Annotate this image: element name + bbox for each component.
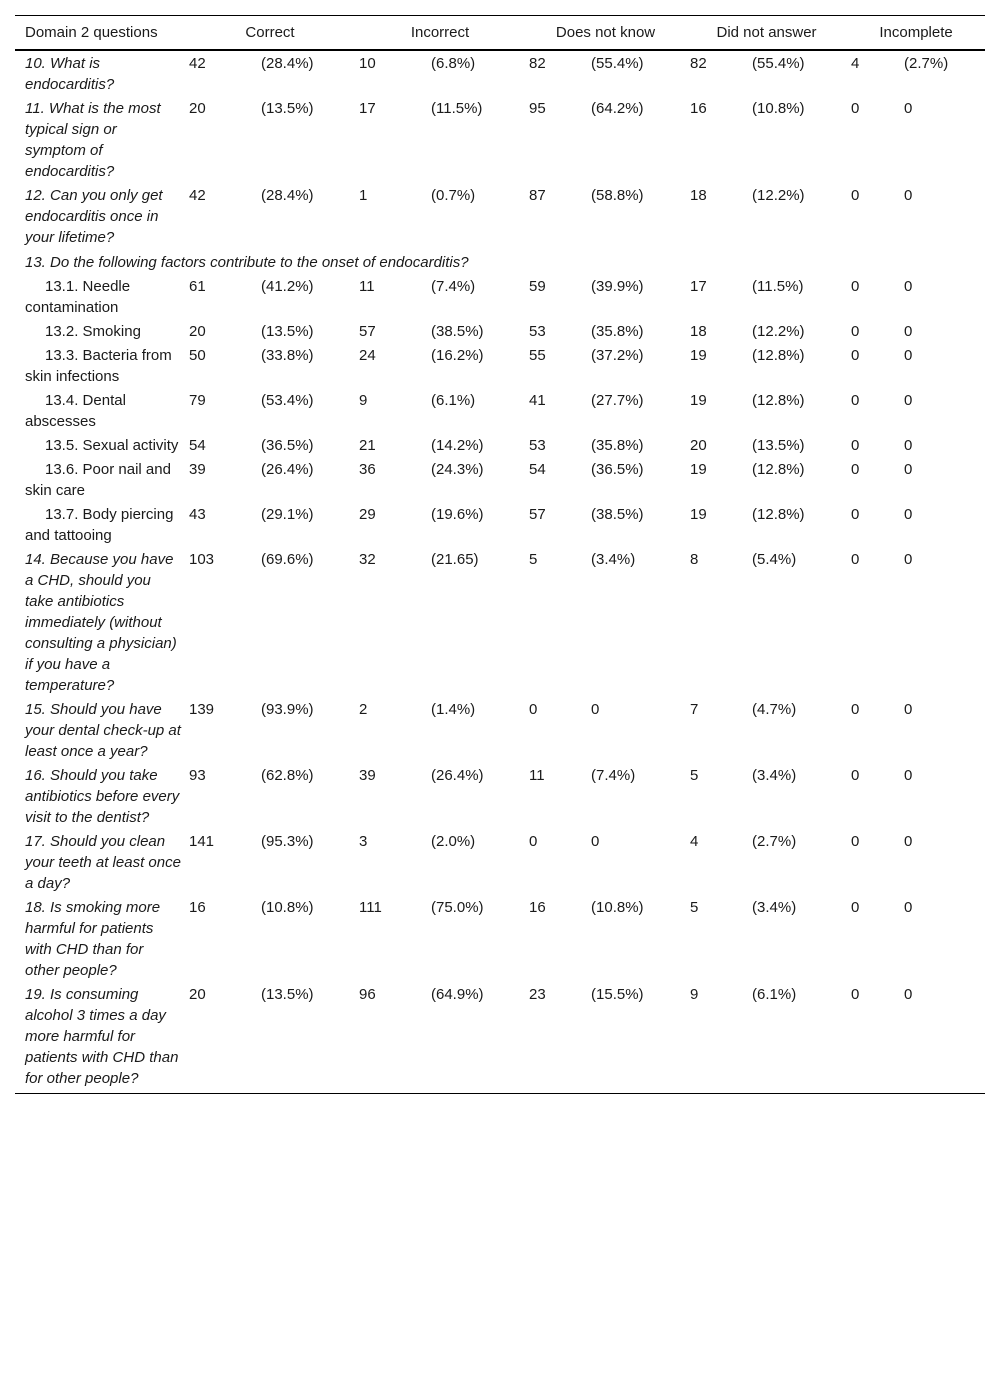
dnk-pct: (15.5%) <box>591 986 644 1003</box>
dnk-count: 53 <box>529 437 546 454</box>
subquestion-number: 13.6. <box>45 461 79 478</box>
incorrect-pct: (16.2%) <box>431 347 484 364</box>
correct-count: 42 <box>189 55 206 72</box>
incorrect-pct: (11.5%) <box>431 100 483 117</box>
question-cell <box>15 457 185 502</box>
table-row <box>15 343 985 388</box>
incomplete-pct: (2.7%) <box>904 55 949 72</box>
incomplete-count: 0 <box>851 506 860 523</box>
incorrect-count: 96 <box>359 986 376 1003</box>
dnk-pct: (36.5%) <box>591 461 644 478</box>
correct-pct: (28.4%) <box>261 55 314 72</box>
incomplete-count: 0 <box>851 323 860 340</box>
dna-pct: (11.5%) <box>752 278 804 295</box>
incomplete-count: 0 <box>851 100 860 117</box>
table-row <box>15 433 985 457</box>
incomplete-pct: 0 <box>904 187 913 204</box>
dnk-count: 55 <box>529 347 546 364</box>
dna-count: 8 <box>690 551 699 568</box>
dnk-pct: (55.4%) <box>591 55 644 72</box>
table-row <box>15 502 985 547</box>
incomplete-count: 0 <box>851 461 860 478</box>
incorrect-pct: (14.2%) <box>431 437 484 454</box>
question-cell <box>15 502 185 547</box>
dnk-pct: (10.8%) <box>591 899 644 916</box>
table-row <box>15 895 985 982</box>
subquestion-text: Sexual activity <box>82 437 179 454</box>
correct-count: 54 <box>189 437 206 454</box>
dnk-count: 0 <box>529 833 538 850</box>
incorrect-count: 3 <box>359 833 368 850</box>
dna-count: 19 <box>690 392 707 409</box>
incorrect-count: 111 <box>359 899 382 916</box>
incorrect-pct: (6.8%) <box>431 55 476 72</box>
table-row <box>15 388 985 433</box>
question-cell <box>15 343 185 388</box>
table-container <box>15 15 985 1094</box>
table-row <box>15 829 985 895</box>
incomplete-count: 0 <box>851 767 860 784</box>
table-row <box>15 697 985 763</box>
incorrect-count: 57 <box>359 323 376 340</box>
dna-pct: (4.7%) <box>752 701 797 718</box>
incorrect-count: 29 <box>359 506 376 523</box>
subquestion-number: 13.5. <box>45 437 79 454</box>
dnk-pct: 0 <box>591 701 600 718</box>
incorrect-pct: (6.1%) <box>431 392 476 409</box>
incomplete-count: 0 <box>851 437 860 454</box>
dna-pct: (3.4%) <box>752 767 797 784</box>
dna-pct: (3.4%) <box>752 899 797 916</box>
table-row <box>15 96 985 183</box>
incomplete-count: 0 <box>851 392 860 409</box>
incomplete-pct: 0 <box>904 899 913 916</box>
incorrect-count: 21 <box>359 437 376 454</box>
dnk-count: 54 <box>529 461 546 478</box>
dnk-pct: (35.8%) <box>591 437 644 454</box>
subquestion-number: 13.4. <box>45 392 79 409</box>
correct-count: 139 <box>189 701 215 718</box>
table-row <box>15 457 985 502</box>
correct-pct: (62.8%) <box>261 767 314 784</box>
header-domain: Domain 2 questions <box>25 24 158 41</box>
question-cell: 18. Is smoking more harmful for patients with CHD than for other people? <box>25 899 161 979</box>
dna-count: 4 <box>690 833 699 850</box>
dnk-count: 41 <box>529 392 546 409</box>
incorrect-pct: (1.4%) <box>431 701 476 718</box>
header-incorrect: Incorrect <box>410 24 470 41</box>
table-row <box>15 50 985 96</box>
dnk-count: 57 <box>529 506 546 523</box>
table-body <box>15 50 985 1094</box>
correct-count: 141 <box>189 833 215 850</box>
incorrect-count: 2 <box>359 701 368 718</box>
correct-count: 20 <box>189 323 206 340</box>
dnk-pct: (3.4%) <box>591 551 636 568</box>
dnk-count: 23 <box>529 986 546 1003</box>
incorrect-pct: (75.0%) <box>431 899 484 916</box>
correct-count: 16 <box>189 899 206 916</box>
subquestion-text: Body piercing and tattooing <box>25 506 174 544</box>
results-table <box>15 15 985 1094</box>
correct-pct: (10.8%) <box>261 899 314 916</box>
question-cell <box>15 319 185 343</box>
incomplete-count: 0 <box>851 833 860 850</box>
incorrect-count: 11 <box>359 278 375 295</box>
dna-count: 19 <box>690 506 707 523</box>
incomplete-count: 0 <box>851 986 860 1003</box>
correct-pct: (29.1%) <box>261 506 314 523</box>
question-cell: 17. Should you clean your teeth at least once a day? <box>25 833 181 892</box>
correct-count: 20 <box>189 986 206 1003</box>
incorrect-count: 36 <box>359 461 376 478</box>
table-row <box>15 183 985 249</box>
incomplete-count: 4 <box>851 55 860 72</box>
dna-pct: (12.2%) <box>752 187 805 204</box>
correct-pct: (28.4%) <box>261 187 314 204</box>
correct-count: 42 <box>189 187 206 204</box>
section-row <box>15 249 985 274</box>
correct-count: 79 <box>189 392 206 409</box>
correct-count: 50 <box>189 347 206 364</box>
question-cell: 12. Can you only get endocarditis once in your lifetime? <box>25 187 163 246</box>
incorrect-count: 10 <box>359 55 376 72</box>
question-cell <box>15 274 185 319</box>
dnk-count: 11 <box>529 767 545 784</box>
section-13-title: 13. Do the following factors contribute to the onset of endocarditis? <box>25 254 469 271</box>
subquestion-number: 13.1. <box>45 278 79 295</box>
correct-pct: (26.4%) <box>261 461 314 478</box>
table-row <box>15 763 985 829</box>
correct-pct: (41.2%) <box>261 278 314 295</box>
dnk-count: 95 <box>529 100 546 117</box>
incomplete-pct: 0 <box>904 347 913 364</box>
question-cell: 10. What is endocarditis? <box>25 55 115 93</box>
incorrect-count: 1 <box>359 187 368 204</box>
dna-count: 19 <box>690 347 707 364</box>
dnk-pct: (39.9%) <box>591 278 644 295</box>
subquestion-text: Needle contamination <box>25 278 131 316</box>
dna-pct: (2.7%) <box>752 833 797 850</box>
dna-count: 16 <box>690 100 707 117</box>
question-cell: 16. Should you take antibiotics before every visit to the dentist? <box>25 767 180 826</box>
dnk-pct: (38.5%) <box>591 506 644 523</box>
dna-pct: (13.5%) <box>752 437 805 454</box>
correct-pct: (13.5%) <box>261 100 314 117</box>
correct-pct: (13.5%) <box>261 323 314 340</box>
incomplete-pct: 0 <box>904 100 913 117</box>
dnk-pct: (7.4%) <box>591 767 636 784</box>
dna-count: 82 <box>690 55 707 72</box>
incorrect-pct: (38.5%) <box>431 323 484 340</box>
dna-pct: (12.8%) <box>752 506 805 523</box>
dnk-count: 16 <box>529 899 546 916</box>
question-cell: 14. Because you have a CHD, should you take antibiotics immediately (without consulting a physician) if you have a temperature? <box>25 551 177 694</box>
incorrect-pct: (64.9%) <box>431 986 484 1003</box>
header-does-not-know: Does not know <box>555 24 656 41</box>
dnk-count: 87 <box>529 187 546 204</box>
incomplete-pct: 0 <box>904 551 913 568</box>
dna-count: 17 <box>690 278 707 295</box>
dna-count: 5 <box>690 767 699 784</box>
dnk-pct: (64.2%) <box>591 100 644 117</box>
dnk-count: 53 <box>529 323 546 340</box>
dna-pct: (12.8%) <box>752 392 805 409</box>
subquestion-number: 13.2. <box>45 323 79 340</box>
dnk-pct: (27.7%) <box>591 392 644 409</box>
correct-pct: (93.9%) <box>261 701 314 718</box>
dna-pct: (6.1%) <box>752 986 797 1003</box>
dna-pct: (12.2%) <box>752 323 805 340</box>
dna-count: 20 <box>690 437 707 454</box>
incorrect-count: 32 <box>359 551 376 568</box>
incorrect-pct: (24.3%) <box>431 461 484 478</box>
correct-count: 43 <box>189 506 206 523</box>
question-cell: 15. Should you have your dental check-up at least once a year? <box>25 701 181 760</box>
incomplete-count: 0 <box>851 347 860 364</box>
dnk-pct: (37.2%) <box>591 347 644 364</box>
subquestion-text: Dental abscesses <box>25 392 126 430</box>
correct-pct: (36.5%) <box>261 437 314 454</box>
correct-pct: (53.4%) <box>261 392 314 409</box>
question-cell <box>15 388 185 433</box>
question-cell <box>15 433 185 457</box>
incomplete-pct: 0 <box>904 701 913 718</box>
table-row <box>15 982 985 1094</box>
dna-pct: (12.8%) <box>752 461 805 478</box>
correct-count: 20 <box>189 100 206 117</box>
dnk-pct: (35.8%) <box>591 323 644 340</box>
dnk-pct: (58.8%) <box>591 187 644 204</box>
incomplete-pct: 0 <box>904 323 913 340</box>
subquestion-number: 13.7. <box>45 506 79 523</box>
incorrect-pct: (21.65) <box>431 551 479 568</box>
subquestion-number: 13.3. <box>45 347 79 364</box>
dna-pct: (55.4%) <box>752 55 805 72</box>
incomplete-count: 0 <box>851 551 860 568</box>
correct-count: 61 <box>189 278 206 295</box>
subquestion-text: Bacteria from skin infections <box>25 347 172 385</box>
incomplete-pct: 0 <box>904 461 913 478</box>
incorrect-count: 9 <box>359 392 368 409</box>
table-row <box>15 547 985 697</box>
dnk-count: 82 <box>529 55 546 72</box>
header-did-not-answer: Did not answer <box>716 24 817 41</box>
dnk-count: 0 <box>529 701 538 718</box>
dna-count: 18 <box>690 187 707 204</box>
table-row <box>15 274 985 319</box>
correct-count: 103 <box>189 551 215 568</box>
question-cell: 19. Is consuming alcohol 3 times a day more harmful for patients with CHD than for other people? <box>25 986 179 1087</box>
dnk-pct: 0 <box>591 833 600 850</box>
incorrect-pct: (7.4%) <box>431 278 476 295</box>
subquestion-text: Poor nail and skin care <box>25 461 171 499</box>
dna-count: 18 <box>690 323 707 340</box>
correct-pct: (33.8%) <box>261 347 314 364</box>
correct-count: 93 <box>189 767 206 784</box>
incorrect-pct: (2.0%) <box>431 833 476 850</box>
table-row <box>15 319 985 343</box>
dna-count: 7 <box>690 701 699 718</box>
header-row <box>15 16 985 51</box>
dna-pct: (5.4%) <box>752 551 797 568</box>
incomplete-count: 0 <box>851 701 860 718</box>
incomplete-pct: 0 <box>904 437 913 454</box>
dna-count: 5 <box>690 899 699 916</box>
correct-pct: (69.6%) <box>261 551 314 568</box>
incomplete-count: 0 <box>851 278 860 295</box>
incorrect-count: 39 <box>359 767 376 784</box>
correct-count: 39 <box>189 461 206 478</box>
dnk-count: 59 <box>529 278 546 295</box>
incomplete-count: 0 <box>851 187 860 204</box>
incomplete-pct: 0 <box>904 767 913 784</box>
incorrect-pct: (0.7%) <box>431 187 476 204</box>
correct-pct: (13.5%) <box>261 986 314 1003</box>
incomplete-pct: 0 <box>904 278 913 295</box>
dnk-count: 5 <box>529 551 538 568</box>
dna-pct: (10.8%) <box>752 100 805 117</box>
dna-count: 9 <box>690 986 699 1003</box>
incorrect-pct: (26.4%) <box>431 767 484 784</box>
subquestion-text: Smoking <box>82 323 141 340</box>
correct-pct: (95.3%) <box>261 833 314 850</box>
question-cell: 11. What is the most typical sign or symptom of endocarditis? <box>25 100 161 180</box>
dna-pct: (12.8%) <box>752 347 805 364</box>
incorrect-pct: (19.6%) <box>431 506 484 523</box>
incomplete-pct: 0 <box>904 986 913 1003</box>
incomplete-pct: 0 <box>904 506 913 523</box>
incomplete-pct: 0 <box>904 392 913 409</box>
header-correct: Correct <box>245 24 295 41</box>
incomplete-count: 0 <box>851 899 860 916</box>
incomplete-pct: 0 <box>904 833 913 850</box>
dna-count: 19 <box>690 461 707 478</box>
header-incomplete: Incomplete <box>879 24 953 41</box>
incorrect-count: 17 <box>359 100 376 117</box>
incorrect-count: 24 <box>359 347 376 364</box>
